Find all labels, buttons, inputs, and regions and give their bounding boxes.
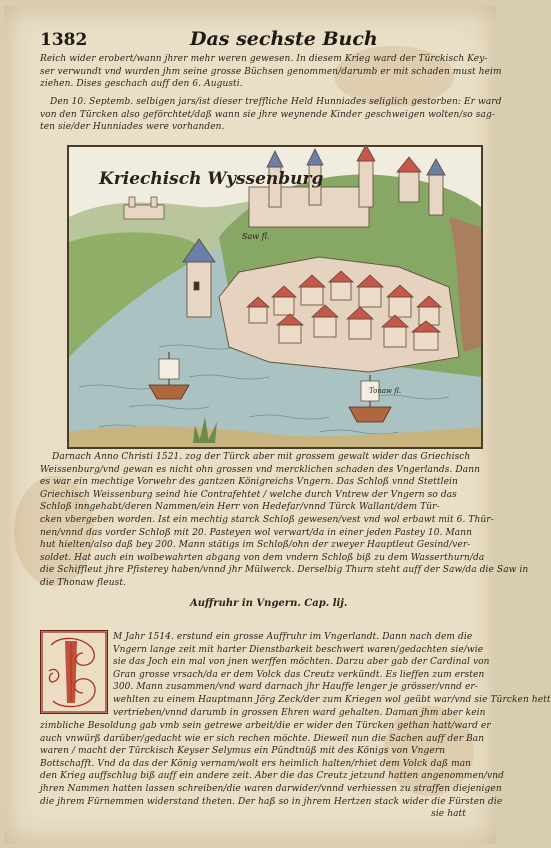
text-line: soldet. Hat auch ein wolbewahrten abgang von dem vndern Schloß biß zu dem Wasserthurn/da [40, 552, 485, 563]
text-line: sie hatt [431, 809, 466, 820]
text-line: die jhrem Fürnemmen widerstand theten. Der haß so in jhrem Hertzen stack wider die Fürsten die [40, 796, 503, 807]
running-head: Das sechste Buch [190, 28, 378, 50]
text-line: Vngern lange zeit mit harter Dienstbarkeit beschwert waren/gedachten sie/wie [113, 644, 484, 655]
text-line: Weissenburg/vnd gewan es nicht ohn grossen vnd mercklichen schaden des Vngerlands. Dann [40, 464, 480, 475]
text-line: nen/vnnd das vorder Schloß mit 20. Pasteyen wol verwart/da in einer jeden Pastey 10. Mann [40, 527, 473, 538]
text-line: auch vnwürß darüber/gedacht wie er sich rechen möchte. Dieweil nun die Sachen auff der Ban [40, 733, 485, 744]
text-line: cken vbergeben worden. Ist ein mechtig starck Schloß gewesen/vest vnd wol erbawt mit 6. Thür- [40, 514, 494, 525]
text-line: ten sie/der Hunniades were vorhanden. [40, 122, 225, 133]
text-line: jhren Nammen hatten lassen schreiben/die waren darwider/vnnd verhiessen zu straffen diejenigen [40, 783, 502, 794]
intro-paragraph [40, 53, 502, 91]
text-line: ziehen. Dises geschach auff den 6. Augusti. [40, 79, 243, 90]
decorated-initial [40, 630, 108, 714]
text-line: Gran grosse vrsach/da er dem Volck das Creutz verkündt. Es lieffen zum ersten [113, 669, 485, 680]
label-tonaw: Tonaw fl. [369, 387, 402, 395]
chapter-paragraph-full [40, 720, 504, 821]
text-line: Den 10. Septemb. selbigen jars/ist dieser treffliche Held Hunniades seliglich gestorben: Er ward [50, 97, 502, 107]
text-line: es war ein mechtige Vorwehr des gantzen Königreichs Vngern. Das Schloß vnnd Stettlein [40, 477, 458, 488]
map-title: Kriechisch Wyssenburg [99, 169, 324, 189]
text-line: die Thonaw fleust. [40, 577, 126, 588]
text-line: die Schiffleut jhre Pfisterey haben/vnnd jhr Mülwerck. Derselbig Thurn steht auff der Saw/da die Saw in [40, 565, 529, 576]
text-line: 300. Mann zusammen/vnd ward darnach jhr Hauffe lenger je grösser/vnnd er- [113, 682, 478, 693]
text-line: vertrieben/vnnd darumb in grossen Ehren ward gehalten. Daman jhm aber kein [113, 707, 486, 718]
description-paragraph [40, 451, 529, 590]
label-saw: Saw fl. [242, 232, 270, 241]
text-line: M Jahr 1514. erstund ein grosse Auffruhr im Vngerlandt. Dann nach dem die [113, 632, 473, 642]
text-line: ser verwundt vnd wurden jhm seine grosse Büchsen genommen/darumb er mit schaden must heim [40, 66, 502, 77]
chapter-heading: Auffruhr in Vngern. Cap. lij. [190, 598, 348, 609]
text-line: Bottschafft. Vnd da das der König vernam/wolt ers heimlich halten/rhiet dem Volck daß man [40, 758, 472, 769]
text-line: hut hielten/also daß bey 200. Mann stätigs im Schloß/ohn der zweyer Hauptleut Gesind/ver- [40, 540, 471, 551]
text-line: zimbliche Besoldung gab vmb sein getrewe arbeit/die er wider den Türcken gethan hatt/ward er [40, 721, 491, 731]
text-line: den Krieg auffschlug biß auff ein andere zeit. Aber die das Creutz jetzund hatten angenommen/vnd [40, 771, 504, 782]
initial-ornament [41, 631, 107, 713]
page-header [40, 30, 470, 52]
text-line: waren / macht der Türckisch Keyser Selymus ein Pündtnüß mit des Königs von Vngern [40, 746, 446, 757]
page-number: 1382 [40, 30, 88, 50]
death-paragraph [40, 96, 502, 134]
city-view-svg [69, 147, 481, 447]
text-line: wehlten zu einem Hauptmann Jörg Zeck/der zum Kriegen wol geübt war/vnd sie Türcken hett [113, 694, 551, 705]
text-line: von den Türcken also geförchtet/daß wann sie jhre weynende Kinder geschweigen wolten/so sag- [40, 109, 495, 120]
chapter-paragraph-indented [113, 631, 551, 719]
text-line: Reich wider erobert/wann jhrer mehr weren gewesen. In diesem Krieg ward der Türckisch Key- [40, 54, 488, 64]
text-line: sie das Joch ein mal von jnen werffen möchten. Darzu aber gab der Cardinal von [113, 657, 490, 668]
text-line: Griechisch Weissenburg seind hie Contrafehtet / welche durch Vntrew der Vngern so das [40, 489, 457, 500]
woodcut-illustration [67, 145, 483, 449]
text-line: Darnach Anno Christi 1521. zog der Türck aber mit grossem gewalt wider das Griechisch [52, 452, 471, 462]
text-line: Schloß inngehabt/deren Nammen/ein Herr von Hedefar/vnnd Türck Wallant/dem Tür- [40, 502, 440, 513]
